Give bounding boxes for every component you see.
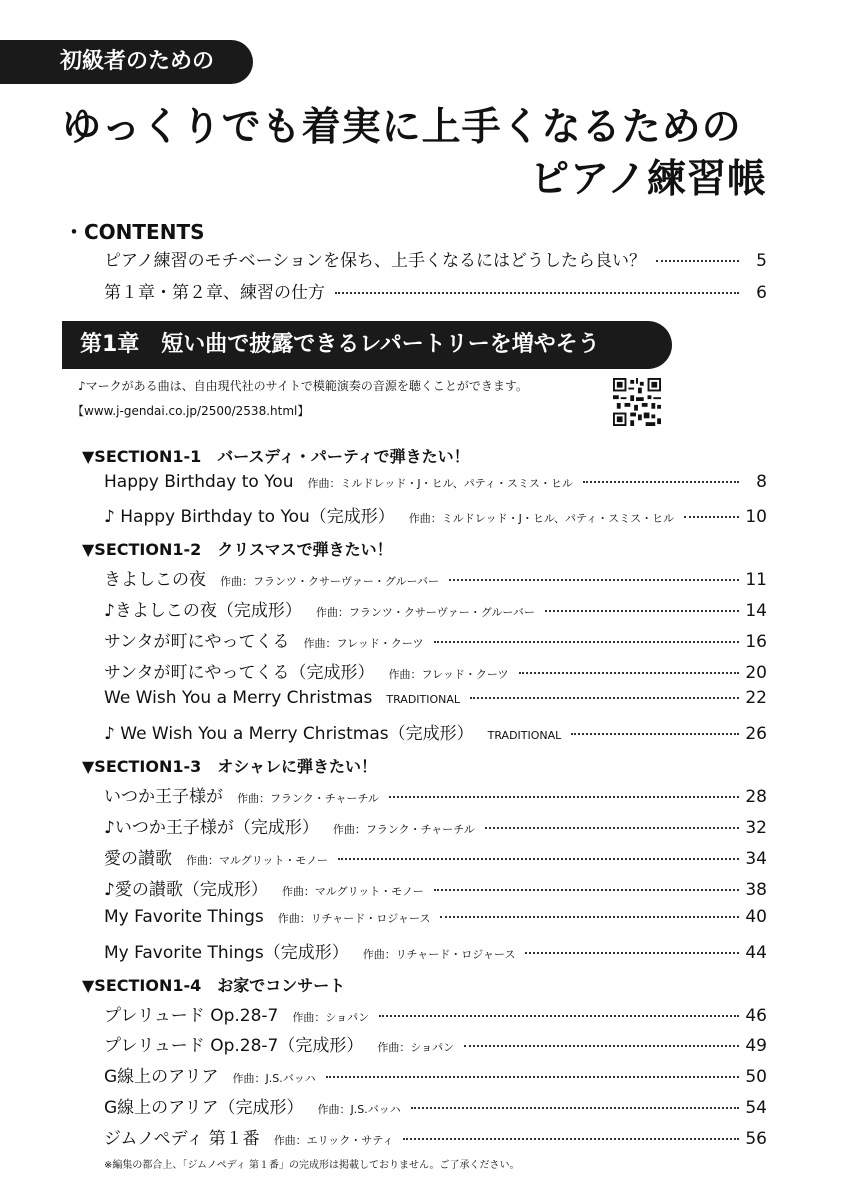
leader-dots xyxy=(403,1138,739,1140)
song-entry[interactable] xyxy=(104,1124,767,1150)
song-entry[interactable] xyxy=(104,627,767,653)
leader-dots xyxy=(411,1107,739,1109)
leader-dots xyxy=(519,672,740,674)
song-title: プレリュード Op.28-7 xyxy=(104,1006,279,1026)
song-entry[interactable] xyxy=(104,782,767,808)
section-heading-1-1: ▼SECTION1-1 バースディ・パーティで弾きたい！ xyxy=(82,447,470,466)
song-composer: 作曲：マルグリット・モノー xyxy=(186,854,328,867)
page-title-line1: ゆっくりでも着実に上手くなるための xyxy=(62,105,742,150)
section-heading-1-3: ▼SECTION1-3 オシャレに弾きたい！ xyxy=(82,757,377,776)
page-number: 56 xyxy=(745,1129,767,1149)
song-composer: 作曲：フランツ・クサーヴァー・グルーバー xyxy=(315,606,535,619)
song-entry[interactable] xyxy=(104,875,767,901)
subtitle-badge: 初級者のための xyxy=(0,40,253,84)
contents-heading: ・CONTENTS xyxy=(64,220,205,244)
leader-dots xyxy=(335,292,739,294)
page-number: 16 xyxy=(745,632,767,652)
page-number: 46 xyxy=(745,1006,767,1026)
song-title: Happy Birthday to You xyxy=(104,472,294,492)
song-composer: TRADITIONAL xyxy=(386,693,461,706)
leader-dots xyxy=(440,916,739,918)
leader-dots xyxy=(389,796,739,798)
audio-note: ♪マークがある曲は、自由現代社のサイトで模範演奏の音源を聴くことができます。 xyxy=(78,379,528,393)
song-title: ♪ We Wish You a Merry Christmas（完成形） xyxy=(104,724,474,744)
song-composer: 作曲：フランツ・クサーヴァー・グルーバー xyxy=(220,575,440,588)
song-composer: 作曲：フランク・チャーチル xyxy=(237,792,379,805)
song-entry[interactable] xyxy=(104,907,767,933)
leader-dots xyxy=(338,858,739,860)
song-entry[interactable] xyxy=(104,472,767,498)
song-title: ♪愛の讃歌（完成形） xyxy=(104,880,268,900)
song-entry[interactable] xyxy=(104,658,767,684)
song-composer: 作曲：エリック・サティ xyxy=(273,1134,394,1147)
song-composer: 作曲：J.S.バッハ xyxy=(232,1072,316,1085)
song-composer: 作曲：フランク・チャーチル xyxy=(332,823,475,836)
page-number: 6 xyxy=(756,283,767,303)
qr-code-icon[interactable] xyxy=(613,378,661,426)
page-number: 38 xyxy=(745,880,767,900)
song-title: いつか王子様が xyxy=(104,787,223,807)
contents-entry[interactable] xyxy=(104,278,767,304)
song-title: My Favorite Things（完成形） xyxy=(104,943,349,963)
leader-dots xyxy=(379,1015,739,1017)
song-title: G線上のアリア（完成形） xyxy=(104,1098,304,1118)
leader-dots xyxy=(449,579,739,581)
song-title: きよしこの夜 xyxy=(104,570,206,590)
song-title: ♪いつか王子様が（完成形） xyxy=(104,818,319,838)
footnote: ※編集の都合上、「ジムノペディ 第１番」の完成形は掲載しておりません。ご了承ください。 xyxy=(104,1160,520,1171)
song-entry[interactable] xyxy=(104,938,767,964)
song-entry[interactable] xyxy=(104,1001,767,1027)
page-number: 10 xyxy=(745,507,767,527)
leader-dots xyxy=(434,641,740,643)
song-title: ♪きよしこの夜（完成形） xyxy=(104,601,302,621)
page-number: 11 xyxy=(745,570,767,590)
song-composer: 作曲：ショパン xyxy=(377,1041,455,1054)
leader-dots xyxy=(434,889,739,891)
song-composer: 作曲：フレッド・クーツ xyxy=(303,637,424,650)
song-title: My Favorite Things xyxy=(104,907,264,927)
leader-dots xyxy=(656,260,739,262)
page-title-line2: ピアノ練習帳 xyxy=(530,157,767,202)
audio-url[interactable]: 【www.j-gendai.co.jp/2500/2538.html】 xyxy=(72,404,310,418)
page-number: 8 xyxy=(756,472,767,492)
song-composer: 作曲：リチャード・ロジャース xyxy=(277,912,431,925)
song-title: G線上のアリア xyxy=(104,1067,219,1087)
page-number: 22 xyxy=(745,688,767,708)
song-entry[interactable] xyxy=(104,596,767,622)
song-composer: 作曲：マルグリット・モノー xyxy=(281,885,424,898)
song-entry[interactable] xyxy=(104,844,767,870)
song-composer: 作曲：J.S.バッハ xyxy=(317,1103,401,1116)
leader-dots xyxy=(326,1076,739,1078)
leader-dots xyxy=(583,481,739,483)
page-number: 32 xyxy=(745,818,767,838)
song-title: ♪ Happy Birthday to You（完成形） xyxy=(104,507,395,527)
leader-dots xyxy=(545,610,739,612)
song-entry[interactable] xyxy=(104,1031,767,1057)
song-title: ジムノペディ 第１番 xyxy=(104,1129,260,1149)
song-entry[interactable] xyxy=(104,1062,767,1088)
song-title: 愛の讃歌 xyxy=(104,849,172,869)
page-number: 26 xyxy=(745,724,767,744)
song-composer: 作曲：ミルドレッド・J・ヒル、パティ・スミス・ヒル xyxy=(307,477,573,490)
leader-dots xyxy=(525,952,739,954)
section-heading-1-2: ▼SECTION1-2 クリスマスで弾きたい！ xyxy=(82,540,393,559)
contents-entry-title: ピアノ練習のモチベーションを保ち、上手くなるにはどうしたら良い？ xyxy=(104,251,646,271)
contents-entry[interactable] xyxy=(104,246,767,272)
page-number: 20 xyxy=(745,663,767,683)
page-number: 49 xyxy=(745,1036,767,1056)
song-entry[interactable] xyxy=(104,813,767,839)
leader-dots xyxy=(464,1045,739,1047)
song-title: We Wish You a Merry Christmas xyxy=(104,688,373,708)
song-entry[interactable] xyxy=(104,1093,767,1119)
song-entry[interactable] xyxy=(104,719,767,745)
page-number: 50 xyxy=(745,1067,767,1087)
song-title: プレリュード Op.28-7（完成形） xyxy=(104,1036,364,1056)
leader-dots xyxy=(485,827,739,829)
chapter-heading: 第1章 短い曲で披露できるレパートリーを増やそう xyxy=(62,321,672,369)
song-entry[interactable] xyxy=(104,688,767,714)
page-number: 14 xyxy=(745,601,767,621)
song-composer: 作曲：フレッド・クーツ xyxy=(388,668,509,681)
contents-entry-title: 第１章・第２章、練習の仕方 xyxy=(104,283,325,303)
song-entry[interactable] xyxy=(104,565,767,591)
song-composer: 作曲：ショパン xyxy=(292,1011,370,1024)
page-number: 40 xyxy=(745,907,767,927)
leader-dots xyxy=(571,733,739,735)
leader-dots xyxy=(684,516,739,518)
song-title: サンタが町にやってくる（完成形） xyxy=(104,663,375,683)
page-number: 34 xyxy=(745,849,767,869)
song-title: サンタが町にやってくる xyxy=(104,632,290,652)
song-composer: 作曲：リチャード・ロジャース xyxy=(362,948,516,961)
song-entry[interactable] xyxy=(104,502,767,528)
song-composer: TRADITIONAL xyxy=(487,729,562,742)
leader-dots xyxy=(470,697,739,699)
song-composer: 作曲：ミルドレッド・J・ヒル、パティ・スミス・ヒル xyxy=(408,512,675,525)
page-number: 54 xyxy=(745,1098,767,1118)
page-number: 44 xyxy=(745,943,767,963)
page-number: 5 xyxy=(756,251,767,271)
section-heading-1-4: ▼SECTION1-4 お家でコンサート xyxy=(82,976,346,995)
page-number: 28 xyxy=(745,787,767,807)
